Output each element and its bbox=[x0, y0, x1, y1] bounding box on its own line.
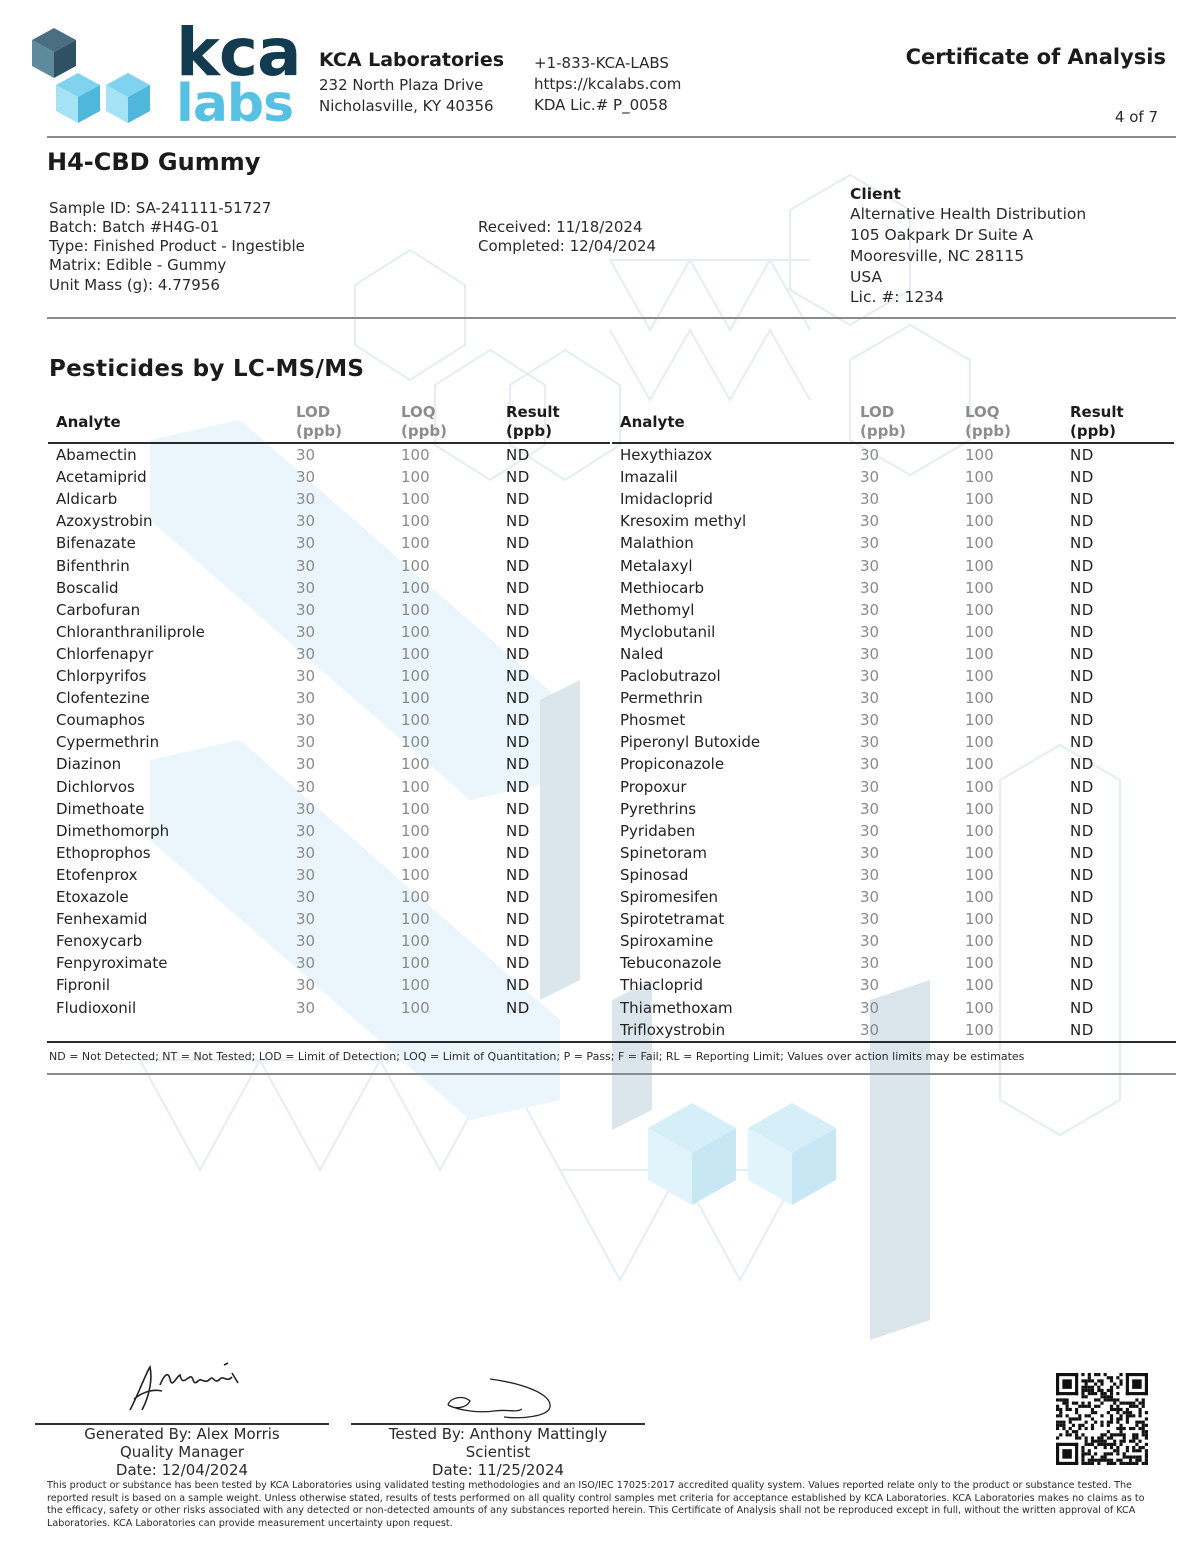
loq-cell: 100 bbox=[401, 865, 430, 884]
lod-cell: 30 bbox=[860, 888, 880, 906]
analyte-cell: Metalaxyl bbox=[620, 556, 693, 575]
loq-cell: 100 bbox=[401, 755, 430, 774]
result-cell: ND bbox=[1070, 888, 1094, 906]
tested-role: Scientist bbox=[465, 1443, 531, 1461]
abbreviation-legend: ND = Not Detected; NT = Not Tested; LOD = Limit of Detection; LOQ = Limit of Quantitation; P = Pass; F = Fail; RL = Reporting Limit; Values over action limits may be estimates bbox=[49, 1050, 1025, 1063]
lod-cell: 30 bbox=[296, 888, 316, 906]
lod-cell: 30 bbox=[860, 667, 880, 685]
lod-cell: 30 bbox=[860, 600, 880, 619]
result-cell: ND bbox=[506, 888, 530, 906]
lod-cell: 30 bbox=[296, 644, 316, 663]
loq-cell: 100 bbox=[965, 954, 994, 973]
result-cell: ND bbox=[1070, 843, 1094, 862]
result-cell: ND bbox=[506, 733, 530, 752]
result-cell: ND bbox=[506, 622, 530, 641]
lod-cell: 30 bbox=[860, 843, 880, 862]
analyte-cell: Chloranthraniliprole bbox=[56, 622, 205, 641]
result-cell: ND bbox=[1070, 733, 1094, 752]
result-cell: ND bbox=[506, 998, 530, 1017]
loq-cell: 100 bbox=[965, 689, 994, 708]
analyte-cell: Fipronil bbox=[56, 976, 111, 995]
header-lod-label: LOD bbox=[860, 403, 895, 421]
result-cell: ND bbox=[506, 932, 530, 951]
header-result-unit: (ppb) bbox=[506, 422, 552, 440]
client-city: Mooresville, NC 28115 bbox=[850, 247, 1025, 265]
result-cell: ND bbox=[506, 777, 530, 796]
result-cell: ND bbox=[1070, 799, 1094, 818]
result-cell: ND bbox=[1070, 644, 1094, 663]
lab-license: KDA Lic.# P_0058 bbox=[534, 96, 668, 114]
lod-cell: 30 bbox=[860, 446, 880, 464]
lod-cell: 30 bbox=[860, 865, 880, 884]
analyte-cell: Fenpyroximate bbox=[56, 954, 168, 973]
loq-cell: 100 bbox=[965, 556, 994, 575]
loq-cell: 100 bbox=[965, 578, 994, 597]
loq-cell: 100 bbox=[965, 468, 994, 487]
lod-cell: 30 bbox=[860, 644, 880, 663]
lod-cell: 30 bbox=[296, 777, 316, 796]
analyte-cell: Kresoxim methyl bbox=[620, 512, 747, 531]
unit-mass: Unit Mass (g): 4.77956 bbox=[49, 276, 220, 294]
lod-cell: 30 bbox=[296, 998, 316, 1017]
qr-code-icon[interactable] bbox=[1056, 1373, 1148, 1465]
analyte-cell: Clofentezine bbox=[56, 689, 150, 708]
analyte-cell: Imidacloprid bbox=[620, 490, 713, 509]
lod-cell: 30 bbox=[860, 711, 880, 730]
result-cell: ND bbox=[506, 910, 530, 929]
generated-date: Date: 12/04/2024 bbox=[115, 1461, 249, 1479]
lod-cell: 30 bbox=[296, 821, 316, 840]
loq-cell: 100 bbox=[401, 600, 430, 619]
loq-cell: 100 bbox=[965, 932, 994, 951]
loq-cell: 100 bbox=[401, 910, 430, 929]
lod-cell: 30 bbox=[296, 490, 316, 509]
lod-cell: 30 bbox=[860, 1020, 880, 1039]
batch: Batch: Batch #H4G-01 bbox=[49, 218, 220, 236]
header-loq-label: LOQ bbox=[401, 403, 436, 421]
tested-date: Date: 11/25/2024 bbox=[431, 1461, 565, 1479]
analyte-cell: Bifenazate bbox=[56, 534, 136, 553]
analyte-cell: Dichlorvos bbox=[56, 777, 135, 796]
loq-cell: 100 bbox=[965, 490, 994, 509]
client-street: 105 Oakpark Dr Suite A bbox=[850, 226, 1034, 244]
lod-cell: 30 bbox=[296, 689, 316, 708]
result-cell: ND bbox=[1070, 910, 1094, 929]
analyte-cell: Etoxazole bbox=[56, 888, 129, 906]
lod-cell: 30 bbox=[296, 556, 316, 575]
lod-cell: 30 bbox=[296, 600, 316, 619]
result-cell: ND bbox=[506, 843, 530, 862]
lod-cell: 30 bbox=[860, 534, 880, 553]
lod-cell: 30 bbox=[296, 843, 316, 862]
loq-cell: 100 bbox=[965, 976, 994, 995]
header-lod-label: LOD bbox=[296, 403, 331, 421]
analyte-cell: Dimethoate bbox=[56, 799, 145, 818]
analyte-cell: Fenhexamid bbox=[56, 910, 148, 929]
section-title: Pesticides by LC-MS/MS bbox=[49, 356, 365, 382]
loq-cell: 100 bbox=[401, 689, 430, 708]
loq-cell: 100 bbox=[401, 468, 430, 487]
lod-cell: 30 bbox=[860, 976, 880, 995]
analyte-cell: Piperonyl Butoxide bbox=[620, 733, 761, 752]
loq-cell: 100 bbox=[401, 821, 430, 840]
sample-id: Sample ID: SA-241111-51727 bbox=[49, 199, 272, 217]
result-cell: ND bbox=[506, 578, 530, 597]
lod-cell: 30 bbox=[296, 622, 316, 641]
result-cell: ND bbox=[1070, 490, 1094, 509]
result-cell: ND bbox=[506, 821, 530, 840]
client-label: Client bbox=[850, 185, 901, 203]
analyte-cell: Myclobutanil bbox=[620, 622, 716, 641]
loq-cell: 100 bbox=[965, 622, 994, 641]
header-loq-unit: (ppb) bbox=[401, 422, 447, 440]
analyte-cell: Cypermethrin bbox=[56, 733, 160, 752]
header-lod-left bbox=[296, 403, 342, 441]
lod-cell: 30 bbox=[860, 468, 880, 487]
analyte-cell: Boscalid bbox=[56, 578, 119, 597]
loq-cell: 100 bbox=[401, 534, 430, 553]
result-cell: ND bbox=[506, 799, 530, 818]
lod-cell: 30 bbox=[296, 755, 316, 774]
result-cell: ND bbox=[506, 600, 530, 619]
analyte-cell: Methiocarb bbox=[620, 578, 705, 597]
header-analyte-left: Analyte bbox=[56, 413, 121, 431]
tested-by: Tested By: Anthony Mattingly bbox=[388, 1425, 608, 1443]
result-cell: ND bbox=[506, 556, 530, 575]
loq-cell: 100 bbox=[965, 733, 994, 752]
header-result-left bbox=[506, 403, 560, 441]
lod-cell: 30 bbox=[296, 534, 316, 553]
analyte-cell: Hexythiazox bbox=[620, 446, 713, 464]
analyte-cell: Pyrethrins bbox=[620, 799, 697, 818]
loq-cell: 100 bbox=[401, 622, 430, 641]
analyte-cell: Thiamethoxam bbox=[620, 998, 733, 1017]
analyte-cell: Propoxur bbox=[620, 777, 687, 796]
info-divider bbox=[47, 317, 1176, 319]
lod-cell: 30 bbox=[860, 998, 880, 1017]
loq-cell: 100 bbox=[401, 954, 430, 973]
analyte-cell: Methomyl bbox=[620, 600, 695, 619]
loq-cell: 100 bbox=[401, 998, 430, 1017]
analyte-cell: Abamectin bbox=[56, 446, 137, 464]
loq-cell: 100 bbox=[965, 843, 994, 862]
result-cell: ND bbox=[1070, 468, 1094, 487]
analyte-cell: Azoxystrobin bbox=[56, 512, 153, 531]
header-loq-right bbox=[965, 403, 1011, 441]
result-cell: ND bbox=[1070, 976, 1094, 995]
received-date: Received: 11/18/2024 bbox=[478, 218, 643, 236]
result-cell: ND bbox=[506, 490, 530, 509]
loq-cell: 100 bbox=[965, 777, 994, 796]
lab-address-line2: Nicholasville, KY 40356 bbox=[319, 97, 494, 115]
analyte-cell: Trifloxystrobin bbox=[620, 1020, 726, 1039]
lod-cell: 30 bbox=[296, 976, 316, 995]
lod-cell: 30 bbox=[860, 821, 880, 840]
header-result-label: Result bbox=[1070, 403, 1124, 421]
analyte-cell: Tebuconazole bbox=[620, 954, 722, 973]
loq-cell: 100 bbox=[401, 490, 430, 509]
result-cell: ND bbox=[1070, 534, 1094, 553]
document-title: Certificate of Analysis bbox=[905, 45, 1166, 69]
loq-cell: 100 bbox=[401, 512, 430, 531]
loq-cell: 100 bbox=[965, 888, 994, 906]
lod-cell: 30 bbox=[860, 512, 880, 531]
analyte-cell: Aldicarb bbox=[56, 490, 118, 509]
lod-cell: 30 bbox=[860, 799, 880, 818]
loq-cell: 100 bbox=[965, 600, 994, 619]
product-type: Type: Finished Product - Ingestible bbox=[49, 237, 305, 255]
analyte-cell: Imazalil bbox=[620, 468, 678, 487]
result-cell: ND bbox=[1070, 865, 1094, 884]
kca-logo-icon bbox=[30, 28, 155, 128]
logo-wordmark-labs: labs bbox=[176, 74, 294, 134]
table-bottom-rule bbox=[47, 1041, 1176, 1043]
analyte-cell: Dimethomorph bbox=[56, 821, 170, 840]
lod-cell: 30 bbox=[296, 711, 316, 730]
lab-website-link[interactable]: https://kcalabs.com bbox=[534, 75, 682, 93]
legend-divider bbox=[47, 1073, 1176, 1075]
loq-cell: 100 bbox=[401, 578, 430, 597]
loq-cell: 100 bbox=[401, 556, 430, 575]
analyte-cell: Fludioxonil bbox=[56, 998, 137, 1017]
table-header-rule-right bbox=[612, 442, 1174, 444]
analyte-cell: Carbofuran bbox=[56, 600, 141, 619]
loq-cell: 100 bbox=[401, 667, 430, 685]
analyte-cell: Spirotetramat bbox=[620, 910, 725, 929]
result-cell: ND bbox=[506, 534, 530, 553]
header-analyte-right: Analyte bbox=[620, 413, 685, 431]
analyte-cell: Acetamiprid bbox=[56, 468, 147, 487]
lod-cell: 30 bbox=[860, 689, 880, 708]
analyte-cell: Bifenthrin bbox=[56, 556, 130, 575]
lod-cell: 30 bbox=[860, 578, 880, 597]
loq-cell: 100 bbox=[401, 711, 430, 730]
lab-name: KCA Laboratories bbox=[319, 49, 505, 71]
analyte-cell: Diazinon bbox=[56, 755, 122, 774]
lod-cell: 30 bbox=[296, 446, 316, 464]
result-cell: ND bbox=[1070, 446, 1094, 464]
header-loq-left bbox=[401, 403, 447, 441]
loq-cell: 100 bbox=[401, 777, 430, 796]
result-cell: ND bbox=[1070, 689, 1094, 708]
result-cell: ND bbox=[1070, 578, 1094, 597]
lab-address-line1: 232 North Plaza Drive bbox=[319, 76, 484, 94]
analyte-cell: Spinetoram bbox=[620, 843, 707, 862]
analyte-cell: Spinosad bbox=[620, 865, 689, 884]
result-cell: ND bbox=[506, 976, 530, 995]
loq-cell: 100 bbox=[965, 711, 994, 730]
client-name: Alternative Health Distribution bbox=[850, 205, 1087, 223]
lod-cell: 30 bbox=[296, 578, 316, 597]
product-name: H4-CBD Gummy bbox=[47, 148, 261, 176]
loq-cell: 100 bbox=[401, 799, 430, 818]
loq-cell: 100 bbox=[401, 733, 430, 752]
loq-cell: 100 bbox=[401, 932, 430, 951]
lod-cell: 30 bbox=[860, 733, 880, 752]
generated-by: Generated By: Alex Morris bbox=[84, 1425, 280, 1443]
loq-cell: 100 bbox=[965, 1020, 994, 1039]
analyte-cell: Malathion bbox=[620, 534, 694, 553]
result-cell: ND bbox=[506, 689, 530, 708]
loq-cell: 100 bbox=[401, 644, 430, 663]
result-cell: ND bbox=[1070, 755, 1094, 774]
header-lod-right bbox=[860, 403, 906, 441]
lod-cell: 30 bbox=[296, 932, 316, 951]
loq-cell: 100 bbox=[401, 843, 430, 862]
analyte-cell: Paclobutrazol bbox=[620, 667, 721, 685]
lod-cell: 30 bbox=[296, 799, 316, 818]
result-cell: ND bbox=[506, 468, 530, 487]
analyte-cell: Fenoxycarb bbox=[56, 932, 143, 951]
result-cell: ND bbox=[1070, 932, 1094, 951]
result-cell: ND bbox=[1070, 954, 1094, 973]
header-divider bbox=[47, 136, 1176, 138]
analyte-cell: Chlorpyrifos bbox=[56, 667, 147, 685]
lod-cell: 30 bbox=[860, 932, 880, 951]
disclaimer-text: This product or substance has been tested by KCA Laboratories using validated testing methodologies and an ISO/IEC 17025:2017 accredited quality system. Values reported relate only to the product or substance tested. The reported result is based on a sample weight. Unless otherwise stated, results of tests performed on all quality control samples met criteria for acceptance established by KCA Laboratories. KCA Laboratories makes no claims as to the efficacy, safety or other risks associated with any detected or non-detected amounts of any substances reported herein. This Certificate of Analysis shall not be reproduced except in full, without the written approval of KCA Laboratories. KCA Laboratories can provide measurement uncertainty upon request. bbox=[47, 1480, 1145, 1529]
loq-cell: 100 bbox=[965, 910, 994, 929]
loq-cell: 100 bbox=[965, 998, 994, 1017]
result-cell: ND bbox=[1070, 777, 1094, 796]
result-cell: ND bbox=[506, 667, 530, 685]
lod-cell: 30 bbox=[296, 910, 316, 929]
loq-cell: 100 bbox=[401, 888, 430, 906]
generated-role: Quality Manager bbox=[119, 1443, 245, 1461]
lod-cell: 30 bbox=[860, 755, 880, 774]
lod-cell: 30 bbox=[296, 667, 316, 685]
lod-cell: 30 bbox=[296, 865, 316, 884]
lod-cell: 30 bbox=[860, 777, 880, 796]
header-loq-unit: (ppb) bbox=[965, 422, 1011, 440]
analyte-cell: Spiromesifen bbox=[620, 888, 719, 906]
result-cell: ND bbox=[1070, 512, 1094, 531]
header-lod-unit: (ppb) bbox=[860, 422, 906, 440]
loq-cell: 100 bbox=[965, 755, 994, 774]
analyte-cell: Chlorfenapyr bbox=[56, 644, 154, 663]
lod-cell: 30 bbox=[860, 954, 880, 973]
signature-alex-morris bbox=[120, 1355, 250, 1417]
analyte-cell: Etofenprox bbox=[56, 865, 138, 884]
result-cell: ND bbox=[506, 954, 530, 973]
analyte-cell: Thiacloprid bbox=[620, 976, 703, 995]
matrix: Matrix: Edible - Gummy bbox=[49, 256, 227, 274]
header-lod-unit: (ppb) bbox=[296, 422, 342, 440]
loq-cell: 100 bbox=[965, 644, 994, 663]
analyte-cell: Ethoprophos bbox=[56, 843, 151, 862]
lod-cell: 30 bbox=[860, 490, 880, 509]
result-cell: ND bbox=[1070, 600, 1094, 619]
result-cell: ND bbox=[1070, 667, 1094, 685]
page-number: 4 of 7 bbox=[1114, 108, 1158, 126]
client-country: USA bbox=[850, 268, 883, 286]
result-cell: ND bbox=[1070, 622, 1094, 641]
result-cell: ND bbox=[506, 644, 530, 663]
analyte-cell: Permethrin bbox=[620, 689, 703, 708]
loq-cell: 100 bbox=[965, 534, 994, 553]
analyte-cell: Coumaphos bbox=[56, 711, 145, 730]
analyte-cell: Phosmet bbox=[620, 711, 686, 730]
analyte-cell: Propiconazole bbox=[620, 755, 725, 774]
lod-cell: 30 bbox=[860, 910, 880, 929]
loq-cell: 100 bbox=[965, 667, 994, 685]
lod-cell: 30 bbox=[860, 622, 880, 641]
header-result-label: Result bbox=[506, 403, 560, 421]
header-result-right bbox=[1070, 403, 1124, 441]
logo-wordmark-kca: kca bbox=[176, 14, 301, 91]
result-cell: ND bbox=[1070, 711, 1094, 730]
analyte-cell: Spiroxamine bbox=[620, 932, 714, 951]
lod-cell: 30 bbox=[296, 733, 316, 752]
signature-anthony-mattingly bbox=[440, 1375, 560, 1423]
analyte-cell: Naled bbox=[620, 644, 664, 663]
result-cell: ND bbox=[1070, 998, 1094, 1017]
result-cell: ND bbox=[1070, 1020, 1094, 1039]
loq-cell: 100 bbox=[965, 446, 994, 464]
loq-cell: 100 bbox=[401, 446, 430, 464]
loq-cell: 100 bbox=[965, 799, 994, 818]
analyte-cell: Pyridaben bbox=[620, 821, 696, 840]
completed-date: Completed: 12/04/2024 bbox=[478, 237, 657, 255]
lab-phone: +1-833-KCA-LABS bbox=[534, 54, 669, 72]
lod-cell: 30 bbox=[296, 512, 316, 531]
loq-cell: 100 bbox=[965, 865, 994, 884]
result-cell: ND bbox=[506, 865, 530, 884]
header-loq-label: LOQ bbox=[965, 403, 1000, 421]
lod-cell: 30 bbox=[860, 556, 880, 575]
lod-cell: 30 bbox=[296, 468, 316, 487]
result-cell: ND bbox=[506, 512, 530, 531]
result-cell: ND bbox=[506, 446, 530, 464]
lod-cell: 30 bbox=[296, 954, 316, 973]
result-cell: ND bbox=[1070, 821, 1094, 840]
loq-cell: 100 bbox=[965, 821, 994, 840]
result-cell: ND bbox=[1070, 556, 1094, 575]
loq-cell: 100 bbox=[965, 512, 994, 531]
loq-cell: 100 bbox=[401, 976, 430, 995]
client-license: Lic. #: 1234 bbox=[850, 288, 944, 306]
result-cell: ND bbox=[506, 755, 530, 774]
table-header-rule-left bbox=[48, 442, 610, 444]
header-result-unit: (ppb) bbox=[1070, 422, 1116, 440]
result-cell: ND bbox=[506, 711, 530, 730]
